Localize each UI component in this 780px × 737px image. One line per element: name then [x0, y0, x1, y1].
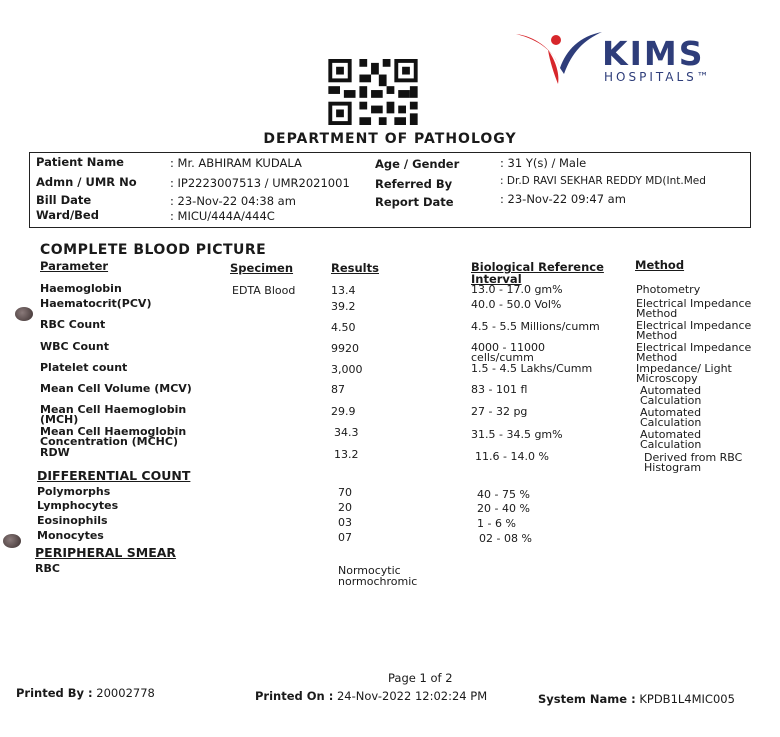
system-name — [538, 692, 735, 706]
method-mch-line1: Automated — [640, 406, 702, 419]
result-mch: 29.9 — [331, 405, 356, 418]
header-method: Method — [635, 258, 685, 272]
ref-mchc: 31.5 - 34.5 gm% — [471, 428, 563, 441]
result-mcv: 87 — [331, 383, 345, 396]
method-mchc-line2: Calculation — [640, 438, 702, 451]
referred-by-label: Referred By — [375, 177, 453, 191]
ref-eosinophils: 1 - 6 % — [477, 517, 516, 530]
ref-mch: 27 - 32 pg — [471, 405, 528, 418]
ref-lymphocytes: 20 - 40 % — [477, 502, 530, 515]
param-mchc-line2: Concentration (MCHC) — [40, 435, 178, 448]
param-lymphocytes: Lymphocytes — [37, 499, 119, 512]
result-polymorphs: 70 — [338, 486, 352, 499]
result-haemoglobin: 13.4 — [331, 284, 356, 297]
param-mch-line1: Mean Cell Haemoglobin — [40, 403, 187, 416]
age-gender-value: : 31 Y(s) / Male — [500, 156, 587, 170]
ref-haematocrit: 40.0 - 50.0 Vol% — [471, 298, 562, 311]
param-wbc-count: WBC Count — [40, 340, 109, 353]
header-results: Results — [331, 261, 379, 275]
method-haematocrit-line2: Method — [636, 307, 678, 320]
kims-logo-mark-icon — [514, 28, 604, 86]
method-rdw-line1: Derived from RBC — [644, 451, 743, 464]
method-wbc-line2: Method — [636, 351, 678, 364]
result-wbc-count: 9920 — [331, 342, 359, 355]
bill-date-value: : 23-Nov-22 04:38 am — [170, 194, 296, 208]
bill-date-label: Bill Date — [36, 193, 92, 207]
patient-name-label: Patient Name — [36, 155, 124, 169]
report-date-value: : 23-Nov-22 09:47 am — [500, 192, 626, 206]
ref-polymorphs: 40 - 75 % — [477, 488, 530, 501]
ref-mcv: 83 - 101 fl — [471, 383, 528, 396]
peripheral-smear-title: PERIPHERAL SMEAR — [35, 545, 177, 560]
report-date-label: Report Date — [375, 195, 454, 209]
param-haematocrit: Haematocrit(PCV) — [40, 297, 152, 310]
report-title: COMPLETE BLOOD PICTURE — [40, 242, 267, 258]
referred-by-value: : Dr.D RAVI SEKHAR REDDY MD(Int.Med — [500, 175, 706, 187]
param-polymorphs: Polymorphs — [37, 485, 111, 498]
result-rdw: 13.2 — [334, 448, 359, 461]
method-platelet-line2: Microscopy — [636, 372, 698, 385]
param-mchc-line1: Mean Cell Haemoglobin — [40, 425, 187, 438]
method-rdw-line2: Histogram — [644, 461, 702, 474]
param-mcv: Mean Cell Volume (MCV) — [40, 382, 192, 395]
method-wbc-line1: Electrical Impedance — [636, 341, 752, 354]
patient-name-value: : Mr. ABHIRAM KUDALA — [170, 156, 302, 170]
method-rbc-line2: Method — [636, 329, 678, 342]
age-gender-label: Age / Gender — [375, 157, 460, 171]
result-smear-line2: normochromic — [338, 575, 418, 588]
specimen-haemoglobin: EDTA Blood — [232, 284, 296, 297]
result-mchc: 34.3 — [334, 426, 359, 439]
param-rdw: RDW — [40, 446, 70, 459]
method-rbc-line1: Electrical Impedance — [636, 319, 752, 332]
ward-bed-value: : MICU/444A/444C — [170, 209, 275, 223]
method-haemoglobin: Photometry — [636, 283, 701, 296]
param-mch-line2: (MCH) — [40, 413, 79, 426]
printed-on-label: Printed On : — [255, 689, 334, 703]
ref-haemoglobin: 13.0 - 17.0 gm% — [471, 283, 563, 296]
result-smear-line1: Normocytic — [338, 564, 401, 577]
param-platelet-count: Platelet count — [40, 361, 128, 374]
result-haematocrit: 39.2 — [331, 300, 356, 313]
admn-umr-value: : IP2223007513 / UMR2021001 — [170, 176, 350, 190]
header-specimen: Specimen — [230, 261, 294, 275]
department-title: DEPARTMENT OF PATHOLOGY — [263, 131, 517, 147]
method-mch-line2: Calculation — [640, 416, 702, 429]
param-rbc-count: RBC Count — [40, 318, 106, 331]
differential-count-title: DIFFERENTIAL COUNT — [37, 468, 191, 483]
page-number: Page 1 of 2 — [388, 671, 453, 685]
ref-wbc-line2: cells/cumm — [471, 351, 534, 364]
admn-umr-label: Admn / UMR No — [36, 175, 137, 189]
qr-code-icon — [327, 59, 419, 125]
printed-on-value: 24-Nov-2022 12:02:24 PM — [336, 689, 488, 703]
printed-by — [16, 686, 155, 700]
logo-subtitle: HOSPITALS™ — [604, 70, 712, 84]
result-eosinophils: 03 — [338, 516, 352, 529]
result-rbc-count: 4.50 — [331, 321, 356, 334]
ward-bed-label: Ward/Bed — [36, 208, 99, 222]
ref-monocytes: 02 - 08 % — [479, 532, 532, 545]
param-rbc-smear: RBC — [35, 562, 60, 575]
method-mchc-line1: Automated — [640, 428, 702, 441]
ref-wbc-line1: 4000 - 11000 — [471, 341, 545, 354]
ref-rbc-count: 4.5 - 5.5 Millions/cumm — [471, 320, 600, 333]
method-haematocrit-line1: Electrical Impedance — [636, 297, 752, 310]
logo-name: KIMS — [602, 34, 705, 73]
ref-platelet-count: 1.5 - 4.5 Lakhs/Cumm — [471, 362, 593, 375]
kims-logo — [514, 28, 764, 88]
param-monocytes: Monocytes — [37, 529, 104, 542]
system-name-label: System Name : — [538, 692, 636, 706]
printed-on — [255, 689, 487, 703]
result-monocytes: 07 — [338, 531, 352, 544]
param-eosinophils: Eosinophils — [37, 514, 108, 527]
punch-hole-mark — [3, 534, 21, 548]
method-mcv-line1: Automated — [640, 384, 702, 397]
result-platelet-count: 3,000 — [331, 363, 363, 376]
header-reference-line1: Biological Reference — [471, 260, 604, 274]
punch-hole-mark — [15, 307, 33, 321]
printed-by-label: Printed By : — [16, 686, 93, 700]
system-name-value: KPDB1L4MIC005 — [639, 692, 735, 706]
ref-rdw: 11.6 - 14.0 % — [475, 450, 549, 463]
method-mcv-line2: Calculation — [640, 394, 702, 407]
result-lymphocytes: 20 — [338, 501, 352, 514]
header-reference-line2: Interval — [471, 272, 522, 286]
printed-by-value: 20002778 — [96, 686, 155, 700]
header-parameter: Parameter — [40, 259, 109, 273]
method-platelet-line1: Impedance/ Light — [636, 362, 732, 375]
param-haemoglobin: Haemoglobin — [40, 282, 122, 295]
